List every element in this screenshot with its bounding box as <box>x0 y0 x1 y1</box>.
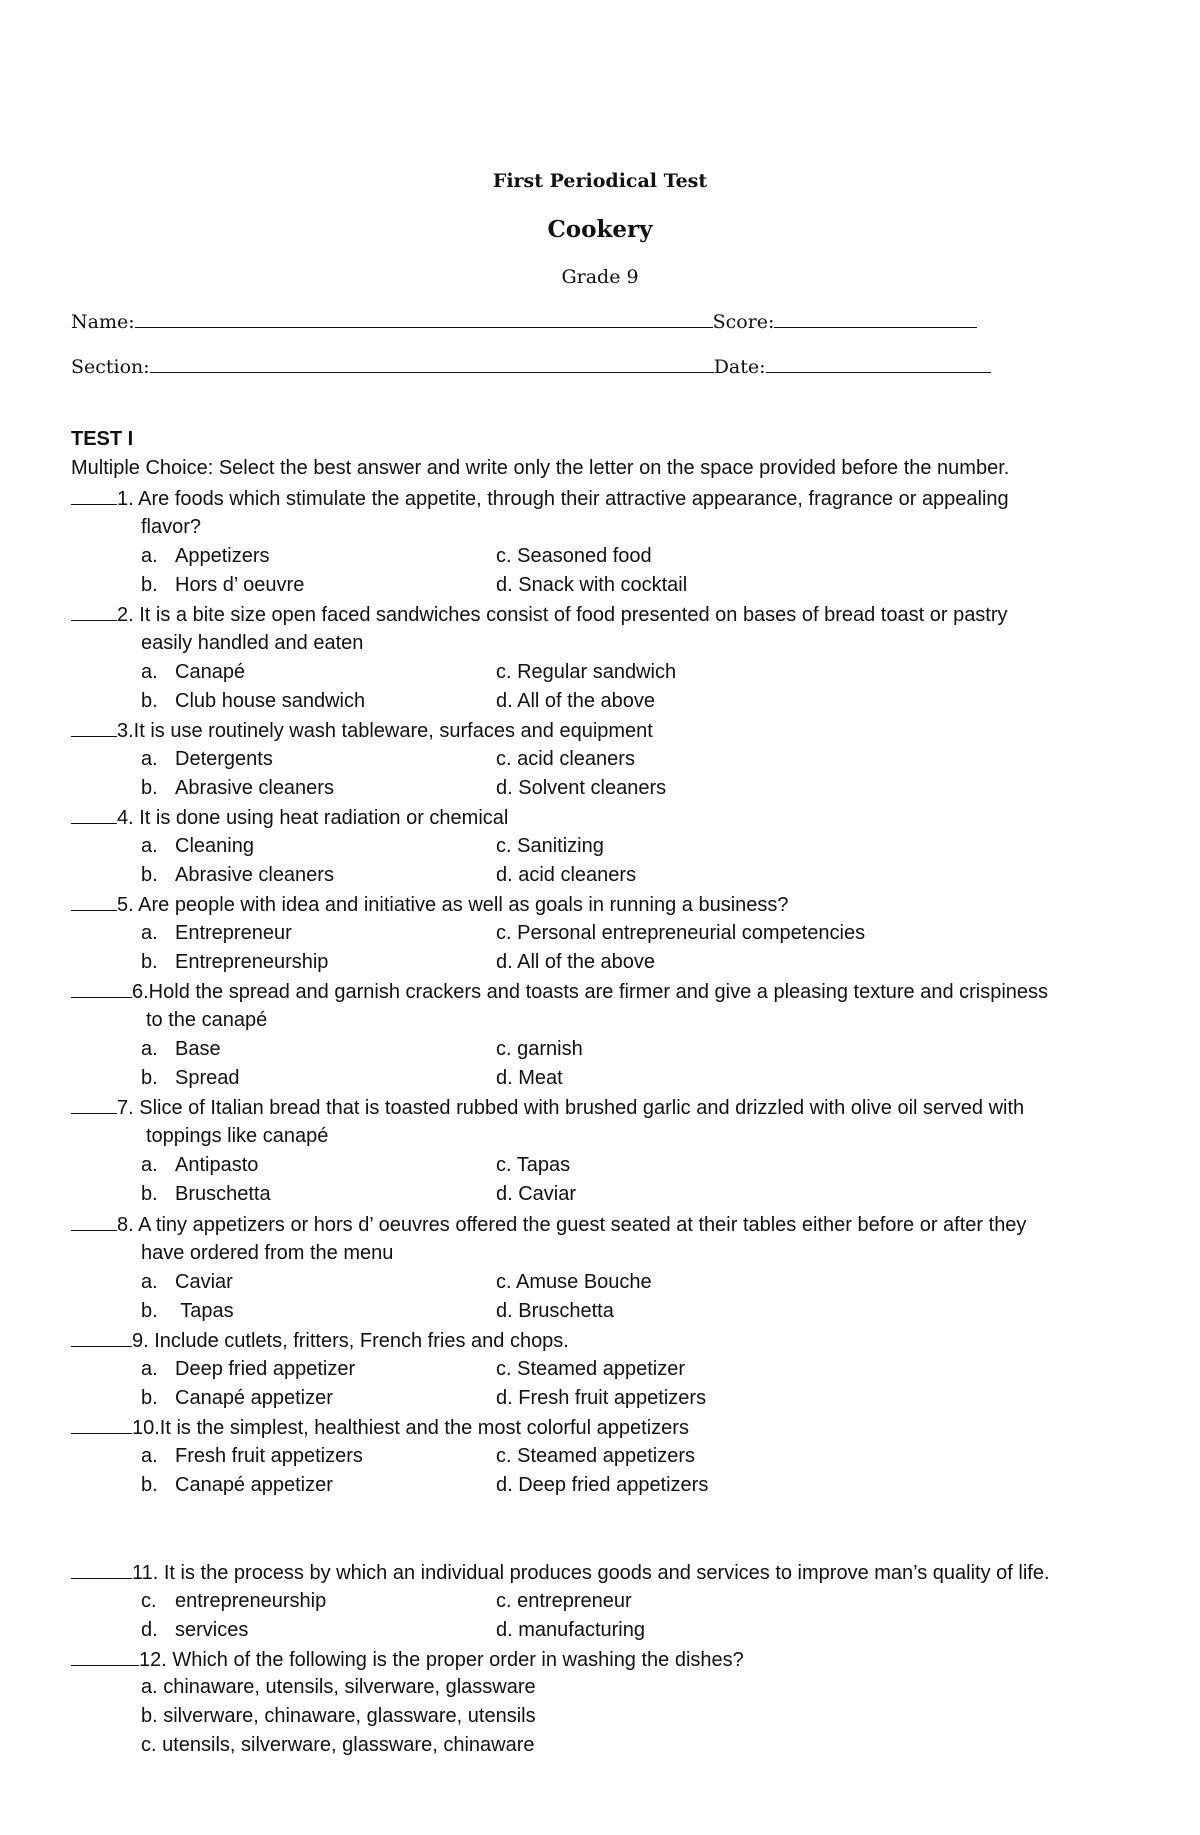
q12-option-c: c. utensils, silverware, glassware, chinaware <box>141 1734 535 1756</box>
option-text: Canapé <box>175 661 246 683</box>
score-label: Score: <box>712 311 775 333</box>
option-d: d. All of the above <box>496 951 656 973</box>
option-c: c. garnish <box>496 1038 583 1060</box>
option-c: c. Steamed appetizers <box>496 1445 695 1467</box>
answer-blank[interactable] <box>71 1415 132 1434</box>
question-12 <box>71 1647 744 1672</box>
option-b <box>141 863 334 887</box>
question-text: 4. It is done using heat radiation or chemical <box>117 807 509 829</box>
question-continuation: toppings like canapé <box>146 1125 329 1147</box>
option-letter: b. <box>141 1183 158 1205</box>
option-letter: b. <box>141 864 158 886</box>
option-letter: a. <box>141 1154 158 1176</box>
option-d: d. Snack with cocktail <box>496 574 688 596</box>
question-line <box>71 486 1009 511</box>
answer-blank[interactable] <box>71 1095 117 1114</box>
question-line <box>71 1328 569 1353</box>
option-text: Abrasive cleaners <box>175 777 334 799</box>
question-line <box>71 1095 1024 1120</box>
answer-blank[interactable] <box>71 1560 132 1579</box>
option-letter: b. <box>141 1387 158 1409</box>
question-text: 10.It is the simplest, healthiest and the most colorful appetizers <box>132 1417 689 1439</box>
question-line <box>71 892 789 917</box>
answer-blank[interactable] <box>71 1212 117 1231</box>
option-letter: a. <box>141 1038 158 1060</box>
option-letter: b. <box>141 1300 158 1322</box>
option-c: c. Seasoned food <box>496 545 652 567</box>
option-text: entrepreneurship <box>175 1590 327 1612</box>
grade-label: Grade 9 <box>561 266 639 288</box>
question-text: 8. A tiny appetizers or hors d’ oeuvres offered the guest seated at their tables either before or after they <box>117 1214 1027 1236</box>
option-a <box>141 1037 221 1061</box>
question-text: 7. Slice of Italian bread that is toasted rubbed with brushed garlic and drizzled with olive oil served with <box>117 1097 1025 1119</box>
option-letter: b. <box>141 951 158 973</box>
answer-blank[interactable] <box>71 1647 139 1666</box>
option-b <box>141 1386 333 1410</box>
answer-blank[interactable] <box>71 805 117 824</box>
option-a <box>141 1589 326 1613</box>
option-letter: b. <box>141 574 158 596</box>
question-continuation: easily handled and eaten <box>141 632 364 654</box>
option-letter: a. <box>141 545 158 567</box>
option-letter: a. <box>141 922 158 944</box>
answer-blank[interactable] <box>71 486 117 505</box>
option-b <box>141 1182 271 1206</box>
question-line <box>71 805 508 830</box>
instructions: Multiple Choice: Select the best answer and write only the letter on the space provided before the number. <box>71 457 1010 479</box>
option-letter: a. <box>141 835 158 857</box>
question-line <box>71 602 1008 627</box>
option-a <box>141 834 254 858</box>
option-b <box>141 776 334 800</box>
option-text: Canapé appetizer <box>175 1387 333 1409</box>
option-text: Antipasto <box>175 1154 259 1176</box>
question-line <box>71 1560 1050 1585</box>
option-letter: b. <box>141 1474 158 1496</box>
option-a <box>141 660 245 684</box>
option-text: Base <box>175 1038 221 1060</box>
option-c: c. Amuse Bouche <box>496 1271 652 1293</box>
option-letter: a. <box>141 1271 158 1293</box>
question-continuation: flavor? <box>141 516 202 538</box>
question-text: 1. Are foods which stimulate the appetite, through their attractive appearance, fragrance or appealing <box>117 488 1009 510</box>
option-c: c. entrepreneur <box>496 1590 632 1612</box>
date-blank[interactable] <box>766 356 991 373</box>
option-c: c. Regular sandwich <box>496 661 677 683</box>
option-b <box>141 1066 240 1090</box>
option-text: Club house sandwich <box>175 690 366 712</box>
option-text: Entrepreneurship <box>175 951 329 973</box>
option-d: d. All of the above <box>496 690 656 712</box>
option-c: c. Steamed appetizer <box>496 1358 685 1380</box>
question-line <box>71 718 653 743</box>
answer-blank[interactable] <box>71 718 117 737</box>
test-heading: TEST I <box>71 428 134 450</box>
option-a <box>141 1270 233 1294</box>
option-text: services <box>175 1619 249 1641</box>
option-letter: a. <box>141 748 158 770</box>
option-b <box>141 1299 234 1323</box>
question-continuation: have ordered from the menu <box>141 1242 394 1264</box>
option-a <box>141 544 270 568</box>
section-field[interactable] <box>71 356 991 378</box>
option-letter: b. <box>141 777 158 799</box>
option-letter: a. <box>141 661 158 683</box>
question-continuation: to the canapé <box>146 1009 268 1031</box>
test-title: First Periodical Test <box>492 170 708 192</box>
subject-title: Cookery <box>547 216 653 243</box>
option-c: c. Tapas <box>496 1154 571 1176</box>
question-text: 2. It is a bite size open faced sandwiches consist of food presented on bases of bread toast or pastry <box>117 604 1008 626</box>
option-letter: a. <box>141 1358 158 1380</box>
answer-blank[interactable] <box>71 1328 132 1347</box>
option-d: d. manufacturing <box>496 1619 645 1641</box>
option-letter: d. <box>141 1619 158 1641</box>
question-text: 9. Include cutlets, fritters, French fries and chops. <box>132 1330 569 1352</box>
question-text: 11. It is the process by which an individual produces goods and services to improve man’s quality of life. <box>132 1562 1050 1584</box>
option-a <box>141 747 273 771</box>
option-d: d. Deep fried appetizers <box>496 1474 709 1496</box>
question-text: 6.Hold the spread and garnish crackers and toasts are firmer and give a pleasing texture and crispiness <box>132 981 1049 1003</box>
option-b <box>141 950 328 974</box>
option-b <box>141 573 304 597</box>
answer-blank[interactable] <box>71 602 117 621</box>
option-d: d. Meat <box>496 1067 563 1089</box>
option-b <box>141 1618 248 1642</box>
option-b <box>141 1473 333 1497</box>
option-text: Deep fried appetizer <box>175 1358 356 1380</box>
option-text: Spread <box>175 1067 240 1089</box>
option-letter: b. <box>141 1067 158 1089</box>
option-a <box>141 1444 363 1468</box>
option-text: Entrepreneur <box>175 922 292 944</box>
option-text: Cleaning <box>175 835 254 857</box>
option-a <box>141 1357 355 1381</box>
name-blank[interactable] <box>135 311 713 328</box>
option-d: d. Fresh fruit appetizers <box>496 1387 707 1409</box>
option-letter: a. <box>141 1445 158 1467</box>
option-a <box>141 921 292 945</box>
answer-blank[interactable] <box>71 979 132 998</box>
score-blank[interactable] <box>774 311 977 328</box>
option-text: Abrasive cleaners <box>175 864 334 886</box>
option-text: Fresh fruit appetizers <box>175 1445 363 1467</box>
option-letter: c. <box>141 1590 157 1612</box>
question-line <box>71 1415 689 1440</box>
option-c: c. Personal entrepreneurial competencies <box>496 922 866 944</box>
option-text: Canapé appetizer <box>175 1474 333 1496</box>
option-text: Caviar <box>175 1271 233 1293</box>
option-text: Tapas <box>175 1300 234 1322</box>
option-d: d. Bruschetta <box>496 1300 614 1322</box>
question-text: 12. Which of the following is the proper order in washing the dishes? <box>139 1649 744 1671</box>
option-d: d. Caviar <box>496 1183 577 1205</box>
q12-option-a: a. chinaware, utensils, silverware, glassware <box>141 1676 536 1698</box>
q12-option-b: b. silverware, chinaware, glassware, utensils <box>141 1705 536 1727</box>
question-text: 5. Are people with idea and initiative as well as goals in running a business? <box>117 894 789 916</box>
option-text: Appetizers <box>175 545 270 567</box>
option-text: Detergents <box>175 748 273 770</box>
option-text: Hors d’ oeuvre <box>175 574 305 596</box>
option-d: d. acid cleaners <box>496 864 637 886</box>
option-text: Bruschetta <box>175 1183 271 1205</box>
name-label: Name: <box>71 311 135 333</box>
section-label: Section: <box>71 356 150 378</box>
option-c: c. acid cleaners <box>496 748 635 770</box>
option-b <box>141 689 365 713</box>
option-a <box>141 1153 258 1177</box>
answer-blank[interactable] <box>71 892 117 911</box>
date-label: Date: <box>713 356 766 378</box>
option-c: c. Sanitizing <box>496 835 604 857</box>
option-letter: b. <box>141 690 158 712</box>
question-line <box>71 979 1048 1004</box>
name-field[interactable] <box>71 311 977 333</box>
question-line <box>71 1212 1026 1237</box>
option-d: d. Solvent cleaners <box>496 777 667 799</box>
question-text: 3.It is use routinely wash tableware, surfaces and equipment <box>117 720 653 742</box>
section-blank[interactable] <box>150 356 714 373</box>
